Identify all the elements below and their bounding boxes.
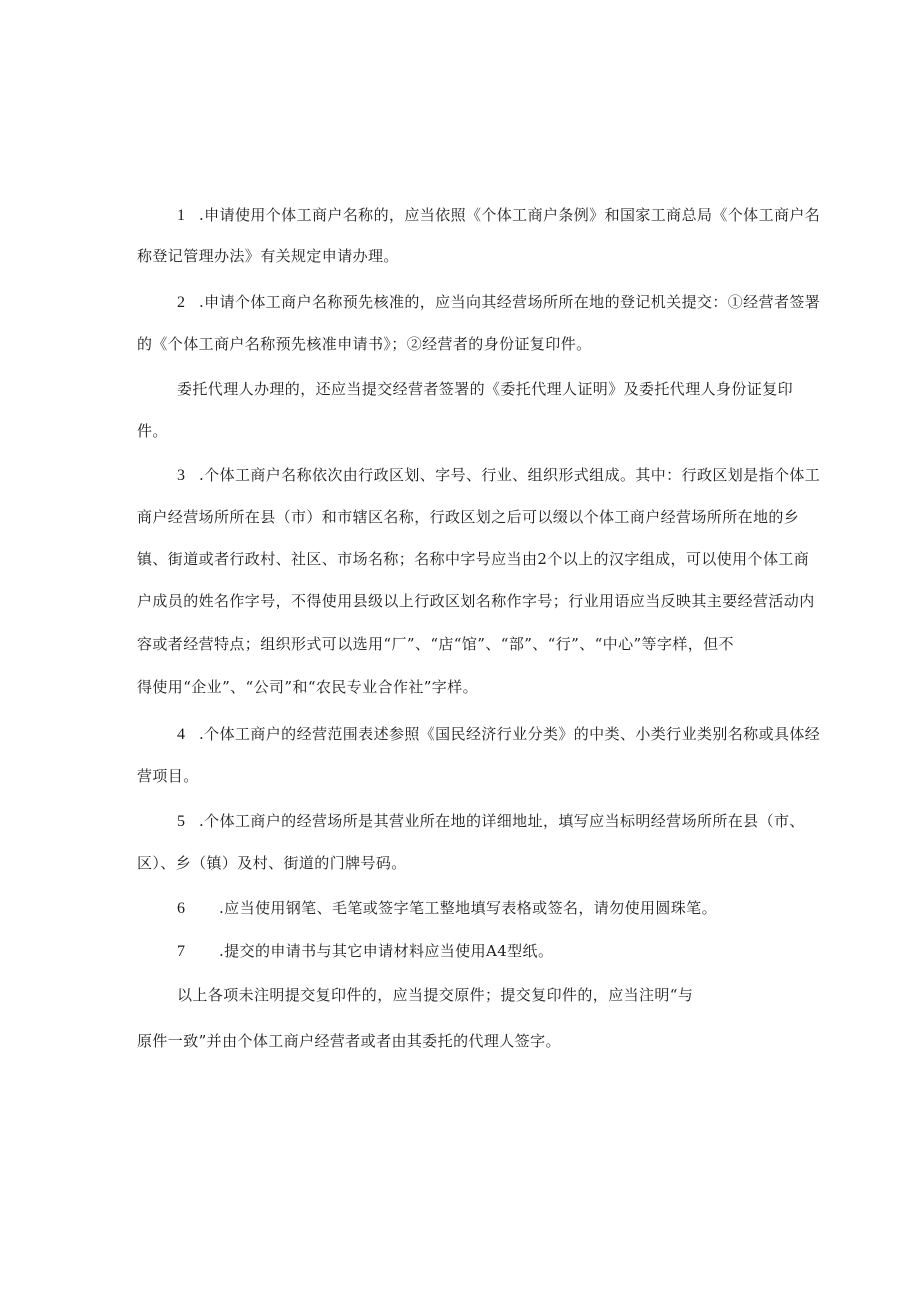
- item-6-line-1: [177, 898, 717, 919]
- item-3-line-1: [177, 465, 820, 486]
- item-2-note-line-1: 委托代理人办理的，还应当提交经营者签署的《委托代理人证明》及委托代理人身份证复印: [177, 380, 794, 398]
- item-3-line-5: 容或者经营特点；组织形式可以选用“厂”、“店“馆”、“部”、“行”、“中心”等字样，但不: [137, 635, 734, 653]
- item-1-line-1: [177, 205, 820, 226]
- item-7-line-1: [177, 941, 553, 962]
- item-2-text-1: .申请个体工商户名称预先核准的，应当向其经营场所所在地的登记机关提交：①经营者签署: [199, 293, 821, 311]
- item-3-line-6: 得使用“企业”、“公司”和“农民专业合作社”字样。: [137, 678, 479, 696]
- item-1-text-1: .申请使用个体工商户名称的，应当依照《个体工商户条例》和国家工商总局《个体工商户名: [199, 206, 821, 224]
- item-2-number: 2: [177, 294, 186, 311]
- item-5-number: 5: [177, 813, 186, 830]
- item-4-text-1: .个体工商户的经营范围表述参照《国民经济行业分类》的中类、小类行业类别名称或具体经: [199, 725, 821, 743]
- item-2-line-1: [177, 292, 820, 313]
- item-4-number: 4: [177, 726, 186, 743]
- item-5-text-1: .个体工商户的经营场所是其营业所在地的详细地址，填写应当标明经营场所所在县（市、: [199, 812, 805, 830]
- item-6-number: 6: [177, 900, 186, 917]
- item-5-line-1: [177, 811, 805, 832]
- item-6-text-1: .应当使用钢笔、毛笔或签字笔工整地填写表格或签名，请勿使用圆珠笔。: [219, 899, 717, 917]
- closing-line-1: 以上各项未注明提交复印件的，应当提交原件；提交复印件的，应当注明“与: [177, 986, 694, 1004]
- item-3-line-3: 镇、街道或者行政村、社区、市场名称；名称中字号应当由2个以上的汉字组成，可以使用个体工商: [137, 550, 810, 568]
- item-3-number: 3: [177, 467, 186, 484]
- item-1-line-2: 称登记管理办法》有关规定申请办理。: [137, 247, 399, 265]
- item-4-line-2: 营项目。: [137, 767, 199, 785]
- item-3-text-1: .个体工商户名称依次由行政区划、字号、行业、组织形式组成。其中：行政区划是指个体工: [199, 466, 821, 484]
- closing-line-2: 原件一致”并由个体工商户经营者或者由其委托的代理人签字。: [137, 1032, 561, 1050]
- item-2-note-line-2: 件。: [137, 422, 168, 440]
- item-1-number: 1: [177, 207, 186, 224]
- item-3-line-2: 商户经营场所所在县（市）和市辖区名称，行政区划之后可以缀以个体工商户经营场所所在地的乡: [137, 508, 800, 526]
- item-2-line-2: 的《个体工商户名称预先核准申请书》；②经营者的身份证复印件。: [137, 335, 592, 353]
- item-4-line-1: [177, 724, 820, 745]
- item-7-text-1: .提交的申请书与其它申请材料应当使用A4型纸。: [219, 942, 554, 960]
- item-7-number: 7: [177, 943, 186, 960]
- item-5-line-2: 区）、乡（镇）及村、街道的门牌号码。: [137, 854, 407, 872]
- item-3-line-4: 户成员的姓名作字号，不得使用县级以上行政区划名称作字号；行业用语应当反映其主要经营活动内: [137, 592, 815, 610]
